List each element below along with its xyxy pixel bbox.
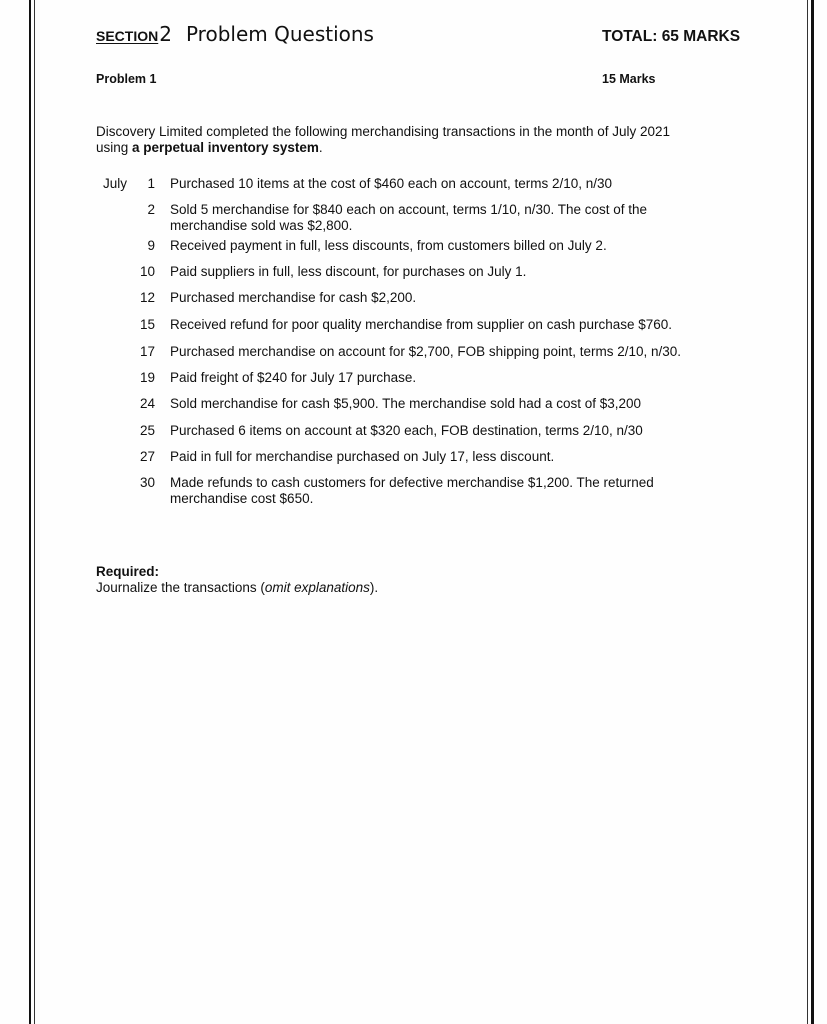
transaction-text: Paid freight of $240 for July 17 purchase.	[170, 370, 417, 385]
transaction-month: July	[103, 176, 128, 191]
page-border-right-inner	[807, 0, 808, 1024]
problem-marks: 15 Marks	[602, 72, 656, 86]
transaction-text: Received payment in full, less discounts, from customers billed on July 2.	[170, 238, 607, 253]
list-item	[100, 202, 740, 238]
intro-line-2-bold: a perpetual inventory system	[132, 140, 319, 155]
required-label: Required:	[96, 564, 160, 579]
transaction-day: 12	[139, 290, 155, 305]
transaction-text-line-1: Made refunds to cash customers for defective merchandise $1,200. The returned	[170, 475, 654, 490]
transaction-day: 9	[147, 238, 155, 253]
list-item	[100, 449, 740, 475]
section-number: 2	[159, 22, 172, 46]
intro-line-2	[96, 140, 736, 156]
list-item	[100, 475, 740, 511]
transaction-text: Paid suppliers in full, less discount, for purchases on July 1.	[170, 264, 527, 279]
transaction-text: Paid in full for merchandise purchased on July 17, less discount.	[170, 449, 555, 464]
total-marks: TOTAL: 65 MARKS	[602, 28, 741, 45]
required-text	[96, 580, 378, 595]
section-word: SECTION	[96, 28, 159, 44]
required-text-prefix: Journalize the transactions (	[96, 580, 265, 595]
intro-line-1: Discovery Limited completed the following merchandising transactions in the month of July 2021	[96, 124, 671, 139]
list-item	[100, 396, 740, 423]
intro-paragraph	[96, 124, 736, 156]
transaction-text-line-1: Sold 5 merchandise for $840 each on account, terms 1/10, n/30. The cost of the	[170, 202, 648, 217]
intro-line-2-prefix: using	[96, 140, 133, 155]
list-item	[100, 423, 740, 449]
page-border-left-inner	[34, 0, 35, 1024]
transaction-text	[170, 202, 730, 234]
transaction-day: 10	[139, 264, 155, 279]
transaction-day: 1	[147, 176, 155, 191]
transaction-text: Sold merchandise for cash $5,900. The merchandise sold had a cost of $3,200	[170, 396, 642, 411]
list-item	[100, 370, 740, 396]
transaction-text: Purchased 10 items at the cost of $460 each on account, terms 2/10, n/30	[170, 176, 613, 191]
list-item	[100, 344, 740, 370]
transaction-day: 15	[139, 317, 155, 332]
transaction-text: Purchased merchandise on account for $2,700, FOB shipping point, terms 2/10, n/30.	[170, 344, 682, 359]
list-item	[100, 290, 740, 317]
problem-label: Problem 1	[96, 72, 157, 86]
transaction-text: Purchased 6 items on account at $320 each, FOB destination, terms 2/10, n/30	[170, 423, 643, 438]
page-border-left-outer	[29, 0, 31, 1024]
section-heading	[96, 22, 374, 47]
transaction-text: Purchased merchandise for cash $2,200.	[170, 290, 417, 305]
intro-line-2-suffix: .	[318, 140, 323, 155]
list-item	[100, 238, 740, 264]
transaction-day: 2	[147, 202, 155, 217]
list-item	[100, 264, 740, 290]
transaction-text-line-2: merchandise cost $650.	[170, 491, 314, 506]
transaction-list	[100, 176, 740, 511]
transaction-text	[170, 475, 730, 507]
list-item	[100, 317, 740, 344]
transaction-day: 19	[139, 370, 155, 385]
required-text-suffix: ).	[369, 580, 379, 595]
transaction-day: 25	[139, 423, 155, 438]
transaction-text-line-2: merchandise sold was $2,800.	[170, 218, 353, 233]
list-item	[100, 176, 740, 202]
section-title: Problem Questions	[185, 22, 374, 46]
transaction-day: 27	[139, 449, 155, 464]
page-border-right-outer	[811, 0, 814, 1024]
transaction-day: 30	[139, 475, 155, 490]
transaction-day: 24	[139, 396, 155, 411]
transaction-day: 17	[139, 344, 155, 359]
transaction-text: Received refund for poor quality merchandise from supplier on cash purchase $760.	[170, 317, 673, 332]
required-text-italic: omit explanations	[264, 580, 370, 595]
